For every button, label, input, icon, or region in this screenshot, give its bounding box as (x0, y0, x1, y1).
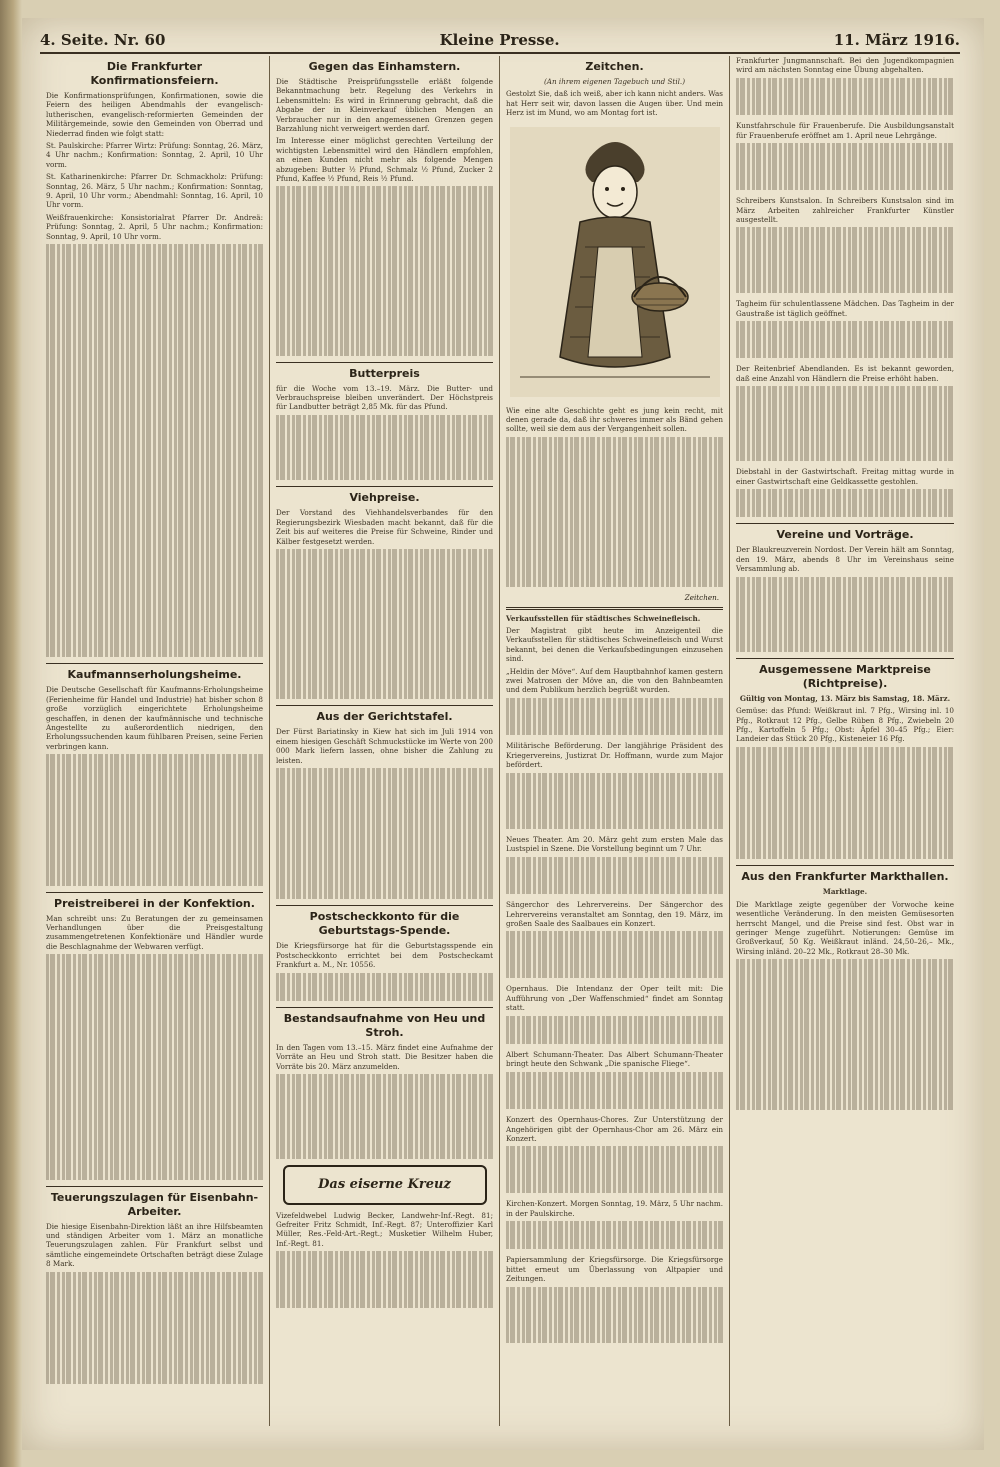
article-text: Schreibers Kunstsalon. In Schreibers Kunstsalon sind im März Arbeiten zahlreicher Frankfurter Künstler ausgestellt. (736, 196, 954, 224)
article-text: Gestolzt Sie, daß ich weiß, aber ich kann nicht anders. Was hat Herr seit wir, davon lassen die Augen über. Und mein Herz ist im Mund, wo am Montag fort ist. (506, 89, 723, 118)
article-text: Man schreibt uns: Zu Beratungen der zu gemeinsamen Verhandlungen über die Preisgestaltung zusammengetretenen Konfektionäre und Händler wurde die Beschlagnahme der Webwaren verfügt. (46, 913, 263, 951)
heading-heu-stroh: Bestandsaufnahme von Heu und Stroh. (283, 1011, 486, 1039)
article-text: Frankfurter Jungmannschaft. Bei den Jugendkompagnien wird am nächsten Sonntag eine Übung abgehalten. (736, 56, 954, 75)
article-text: Papiersammlung der Kriegsfürsorge. Die Kriegsfürsorge bittet erneut um Überlassung von Altpapier und Zeitungen. (506, 1255, 723, 1284)
article-text: Die Kriegsfürsorge hat für die Geburtstagsspende ein Postscheckkonto errichtet bei dem Postscheckamt Frankfurt a. M., Nr. 10556. (276, 941, 493, 970)
column-3 (500, 56, 730, 1426)
iron-cross-banner: Das eiserne Kreuz (283, 1165, 487, 1205)
heading-gerichtstafel: Aus der Gerichtstafel. (316, 710, 453, 724)
article-text: Die Marktlage zeigte gegenüber der Vorwoche keine wesentliche Veränderung. In den meisten Gemüsesorten herrscht Mangel, und die Preise sind fest. Obst war in geringer Menge zugeführt. Notierungen: Gemüse im Großverkauf, 50 Kg. Weißkraut inländ. 24,50–26,– Mk., Wirsing inländ. 20–22 Mk., Rotkraut 28–30 Mk. (736, 899, 954, 956)
article-text: Albert Schumann-Theater. Das Albert Schumann-Theater bringt heute den Schwank „Die spanische Fliege“. (506, 1049, 723, 1069)
article-text: Neues Theater. Am 20. März geht zum ersten Male das Lustspiel in Szene. Die Vorstellung beginnt um 7 Uhr. (506, 834, 723, 854)
article-text: Der Blaukreuzverein Nordost. Der Verein hält am Sonntag, den 19. März, abends 8 Uhr im Vereinshaus seine Versammlung ab. (736, 545, 954, 574)
column-4 (730, 56, 960, 1426)
article-text: Konzert des Opernhaus-Chores. Zur Unterstützung der Angehörigen gibt der Opernhaus-Chor am 26. März ein Konzert. (506, 1115, 723, 1143)
article-text: Im Interesse einer möglichst gerechten Verteilung der wichtigsten Lebensmittel wird den Händlern empfohlen, an einen Kunden nicht mehr als folgende Mengen abzugeben: Butter ½ Pfund, Schmalz ½ Pfund, Zucker 2 Pfund, Kaffee ½ Pfund, Reis ½ Pfund. (276, 136, 493, 184)
heading-zeitchen: Zeitchen. (585, 60, 644, 73)
heading-einhamstern: Gegen das Einhamstern. (308, 60, 461, 73)
article-text: Opernhaus. Die Intendanz der Oper teilt mit: Die Aufführung von „Der Waffenschmied“ findet am Sonntag statt. (506, 984, 723, 1013)
article-text: Militärische Beförderung. Der langjährige Präsident des Kriegervereins, Justizrat Dr. Hoffmann, wurde zum Major befördert. (506, 741, 723, 770)
heading-postscheckkonto: Postscheckkonto für die Geburtstags-Spende. (309, 910, 460, 938)
article-text: Die hiesige Eisenbahn-Direktion läßt an ihre Hilfsbeamten und ständigen Arbeiter vom 1. März an monatliche Teuerungszulagen zahlen. Für Frankfurt selbst und sämtliche eingemeindete Ortschaften beträgt diese Zulage 8 Mark. (46, 1221, 263, 1269)
page-number: 4. Seite. Nr. 60 (40, 31, 166, 49)
heading-preistreiberei: Preistreiberei in der Konfektion. (54, 896, 255, 910)
article-text: Kunstfahrschule für Frauenberufe. Die Ausbildungsanstalt für Frauenberufe eröffnet am 1. April neue Lehrgänge. (736, 121, 954, 140)
article-text: „Heldin der Möve“. Auf dem Hauptbahnhof kamen gestern zwei Matrosen der Möve an, die von den Bahnbeamten und dem Publikum herzlich begrüßt wurden. (506, 666, 723, 695)
article-text: Der Magistrat gibt heute im Anzeigenteil die Verkaufsstellen für städtisches Schweinefleisch und Wurst bekannt, bei denen die Verkaufsbedingungen einzusehen sind. (506, 625, 723, 664)
marktpreise-validity: Gültig von Montag, 13. März bis Samstag, 18. März. (739, 693, 951, 703)
article-text: Tagheim für schulentlassene Mädchen. Das Tagheim in der Gaustraße ist täglich geöffnet. (736, 299, 954, 318)
heading-kaufmannserholung: Kaufmannserholungsheime. (67, 668, 242, 682)
signature: Zeitchen. (684, 593, 719, 603)
heading-markthallen: Aus den Frankfurter Markthallen. (741, 870, 949, 884)
article-text: Die Deutsche Gesellschaft für Kaufmanns-Erholungsheime (Ferienheime für Handel und Industrie) hat bisher schon 8 große vorzüglich eingerichtete Erholungsheime geschaffen, in denen der kaufmännische und technische Angestellte zu außerordentlich niedrigen, den Erholungssuchenden kaum fühlbaren Preisen, seine Ferien verbringen kann. (46, 685, 263, 751)
article-text: St. Paulskirche: Pfarrer Wirtz: Prüfung: Sonntag, 26. März, 4 Uhr nachm.; Konfirmation: Sonntag, 2. April, 10 Uhr vorm. (46, 141, 263, 169)
article-text: Der Vorstand des Viehhandelsverbandes für den Regierungsbezirk Wiesbaden macht bekannt, daß für die Zeit bis auf weiteres die Preise für Schweine, Rinder und Kälber festgesetzt werden. (276, 508, 493, 546)
article-text: St. Katharinenkirche: Pfarrer Dr. Schmackholz: Prüfung: Sonntag, 26. März, 5 Uhr nachm.; Konfirmation: Sonntag, 9. April, 10 Uhr vorm.; Abendmahl: Sonntag, 16. April, 10 Uhr vorm. (46, 172, 263, 210)
heading-vereine: Vereine und Vorträge. (776, 528, 914, 542)
heading-viehpreise: Viehpreise. (349, 491, 420, 505)
article-text: Kirchen-Konzert. Morgen Sonntag, 19. März, 5 Uhr nachm. in der Paulskirche. (506, 1199, 723, 1218)
column-2 (270, 56, 500, 1426)
article-text: Der Fürst Bariatinsky in Kiew hat sich im Juli 1914 von einem hiesigen Geschäft Schmuckstücke im Werte von 200 000 Mark liefern lassen, ohne bisher die Zahlung zu leisten. (276, 727, 493, 765)
heading-marktpreise: Ausgemessene Marktpreise (Richtpreise). (759, 662, 931, 690)
article-text: Vizefeldwebel Ludwig Becker, Landwehr-Inf.-Regt. 81; Gefreiter Fritz Schmidt, Inf.-Regt. 87; Unteroffizier Karl Müller, Res.-Feld-Art.-Regt.; Musketier Wilhelm Huber, Inf.-Regt. 81. (276, 1210, 493, 1248)
woman-illustration (506, 122, 723, 402)
issue-date: 11. März 1916. (833, 31, 960, 49)
columns (40, 56, 960, 1426)
woman-with-basket-icon (510, 127, 720, 397)
article-text: Wie eine alte Geschichte geht es jung kein recht, mit denen gerade da, daß ihr schweres immer als Bänd gehen sollte, weil sie dem aus der Vergangenheit sollen. (506, 405, 723, 434)
column-1 (40, 56, 270, 1426)
article-text: Weißfrauenkirche: Konsistorialrat Pfarrer Dr. Andreä: Prüfung: Sonntag, 2. April, 5 Uhr nachm.; Konfirmation: Sonntag, 9. April, 10 Uhr vorm. (46, 212, 263, 241)
subheading: Marktlage. (822, 887, 868, 897)
heading-butterpreis: Butterpreis (349, 366, 420, 380)
article-text: Verkaufsstellen für städtisches Schweinefleisch. (506, 613, 701, 623)
heading-konfirmation: Die Frankfurter Konfirmationsfeiern. (90, 60, 219, 87)
article-text: In den Tagen vom 13.–15. März findet eine Aufnahme der Vorräte an Heu und Stroh statt. Die Besitzer haben die Vorräte bis 20. März anzumelden. (276, 1042, 493, 1071)
article-text: Der Reitenbrief Abendlanden. Es ist bekannt geworden, daß eine Anzahl von Händlern die Preise erhöht haben. (736, 364, 954, 383)
article-text: Diebstahl in der Gastwirtschaft. Freitag mittag wurde in einer Gastwirtschaft eine Geldkassette gestohlen. (736, 467, 954, 486)
article-text: Die Städtische Preisprüfungsstelle erläßt folgende Bekanntmachung betr. Regelung des Verkehrs in Lebensmitteln: Es wird in Erinnerung gebracht, daß die Abgabe der in Kleinverkauf üblichen Mengen an Verbraucher nur in den angemessenen Grenzen gegen Barzahlung nicht verweigert werden darf. (276, 77, 493, 134)
article-text: Die Konfirmationsprüfungen, Konfirmationen, sowie die Feiern des heiligen Abendmahls der evangelisch-lutherischen, evangelisch-reformierten Gemeinden der Militärgemeinde, sowie den Gemeinden von Oberrad und Niederrad finden wie folgt statt: (46, 91, 263, 138)
article-text: Gemüse: das Pfund: Weißkraut inl. 7 Pfg., Wirsing inl. 10 Pfg., Rotkraut 12 Pfg., Gelbe Rüben 8 Pfg., Zwiebeln 20 Pfg., Kartoffeln 5 Pfg.; Obst: Äpfel 30–45 Pfg.; Eier: Landeier das Stück 20 Pfg., Kisteneier 16 Pfg. (736, 706, 954, 744)
book-binding (0, 0, 22, 1467)
heading-teuerungszulagen: Teuerungszulagen für Eisenbahn-Arbeiter. (50, 1190, 259, 1218)
article-text: für die Woche vom 13.–19. März. Die Butter- und Verbrauchspreise bleiben unverändert. Der Höchstpreis für Landbutter beträgt 2,85 Mk. für das Pfund. (276, 383, 493, 412)
paper-title: Kleine Presse. (439, 31, 560, 49)
article-text: Sängerchor des Lehrervereins. Der Sängerchor des Lehrervereins veranstaltet am Sonntag, den 19. März, im großen Saale des Saalbaues ein Konzert. (506, 900, 723, 929)
text-block (46, 244, 263, 657)
subheading: (An ihrem eigenen Tagebuch und Stil.) (543, 77, 685, 86)
page-header (40, 28, 960, 54)
